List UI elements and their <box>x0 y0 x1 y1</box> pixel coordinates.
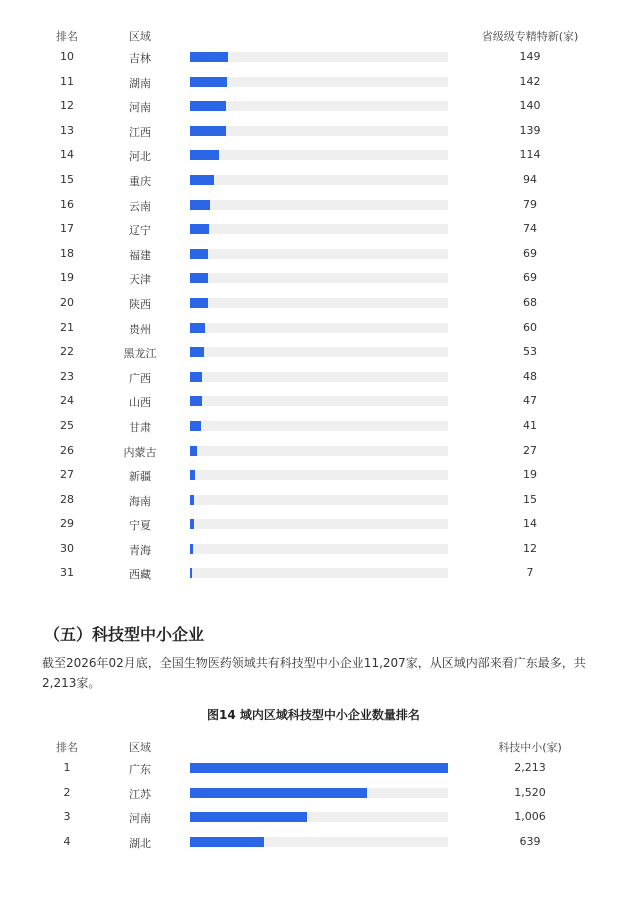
header-region: 区域 <box>129 30 151 43</box>
header-value: 省级级专精特新(家) <box>481 30 579 43</box>
rank-cell: 25 <box>60 418 74 432</box>
bar-fill <box>190 52 228 62</box>
bar-track <box>190 568 448 578</box>
table-row <box>0 44 627 69</box>
value-cell: 1,006 <box>514 810 546 824</box>
rank-cell: 13 <box>60 123 74 137</box>
bar-fill <box>190 224 209 234</box>
region-cell: 河北 <box>129 150 151 164</box>
value-cell: 139 <box>519 123 541 137</box>
region-cell: 河南 <box>129 101 151 115</box>
value-cell: 149 <box>519 50 541 63</box>
region-cell: 吉林 <box>129 52 151 65</box>
bar-track <box>190 421 448 431</box>
bar-fill <box>190 396 202 406</box>
region-cell: 新疆 <box>129 470 151 484</box>
bar-fill <box>190 77 227 87</box>
bar-track <box>190 224 448 234</box>
bar-fill <box>190 101 226 111</box>
value-cell: 7 <box>526 566 534 580</box>
rank-cell: 1 <box>63 761 71 774</box>
table-row <box>0 804 627 829</box>
table-row <box>0 118 627 143</box>
region-cell: 陕西 <box>129 297 151 311</box>
table-row <box>0 388 627 413</box>
value-cell: 12 <box>523 541 537 555</box>
bar-fill <box>190 837 264 847</box>
bar-track <box>190 372 448 382</box>
value-cell: 140 <box>519 99 541 113</box>
value-cell: 53 <box>523 345 537 359</box>
value-cell: 60 <box>523 320 537 334</box>
bar-track <box>190 101 448 111</box>
header-rank: 排名 <box>56 741 78 754</box>
bar-fill <box>190 323 205 333</box>
bar-track <box>190 249 448 259</box>
bar-fill <box>190 273 208 283</box>
region-cell: 山西 <box>129 396 151 410</box>
rank-cell: 21 <box>60 320 74 334</box>
bar-track <box>190 763 448 773</box>
provincial-specialized-ranking-table <box>0 24 627 585</box>
value-cell: 639 <box>519 834 541 848</box>
region-cell: 重庆 <box>129 174 151 188</box>
bar-fill <box>190 788 367 798</box>
bar-track <box>190 347 448 357</box>
bar-fill <box>190 812 307 822</box>
region-cell: 福建 <box>129 248 151 262</box>
region-cell: 贵州 <box>129 322 151 336</box>
value-cell: 47 <box>523 394 537 408</box>
value-cell: 41 <box>523 418 537 432</box>
table-row <box>0 192 627 217</box>
rank-cell: 26 <box>60 443 74 457</box>
table-row <box>0 93 627 118</box>
value-cell: 27 <box>523 443 537 457</box>
bar-track <box>190 273 448 283</box>
bar-fill <box>190 446 197 456</box>
bar-track <box>190 470 448 480</box>
bar-track <box>190 812 448 822</box>
bar-track <box>190 200 448 210</box>
rank-cell: 17 <box>60 222 74 236</box>
bar-fill <box>190 519 194 529</box>
table-row <box>0 829 627 854</box>
table-row <box>0 487 627 512</box>
table-row <box>0 265 627 290</box>
bar-track <box>190 396 448 406</box>
rank-cell: 10 <box>60 50 74 63</box>
section-title: （五）科技型中小企业 <box>44 625 205 644</box>
region-cell: 内蒙古 <box>123 445 157 459</box>
header-rank: 排名 <box>56 30 78 43</box>
region-cell: 河南 <box>129 812 151 826</box>
region-cell: 湖南 <box>129 76 151 90</box>
section-paragraph: 截至2026年02月底，全国生物医药领域共有科技型中小企业11,207家，从区域内部来看广东最多，共2,213家。 <box>42 656 586 690</box>
bar-track <box>190 77 448 87</box>
bar-track <box>190 519 448 529</box>
table-row <box>0 167 627 192</box>
bar-fill <box>190 568 192 578</box>
tech-sme-ranking-table <box>0 735 627 853</box>
region-cell: 甘肃 <box>129 420 151 434</box>
table-row <box>0 511 627 536</box>
region-cell: 黑龙江 <box>123 347 157 361</box>
region-cell: 广东 <box>129 763 151 776</box>
value-cell: 2,213 <box>514 761 546 774</box>
value-cell: 14 <box>523 517 537 531</box>
value-cell: 79 <box>523 197 537 211</box>
bar-fill <box>190 544 193 554</box>
bar-track <box>190 446 448 456</box>
table-body <box>0 44 627 585</box>
region-cell: 青海 <box>129 543 151 557</box>
bar-fill <box>190 175 214 185</box>
rank-cell: 27 <box>60 468 74 482</box>
rank-cell: 12 <box>60 99 74 113</box>
table-header <box>0 735 627 755</box>
table-row <box>0 339 627 364</box>
bar-fill <box>190 347 204 357</box>
table-header <box>0 24 627 44</box>
rank-cell: 4 <box>63 834 71 848</box>
bar-fill <box>190 470 195 480</box>
bar-track <box>190 788 448 798</box>
bar-fill <box>190 200 210 210</box>
bar-track <box>190 175 448 185</box>
rank-cell: 29 <box>60 517 74 531</box>
region-cell: 辽宁 <box>129 224 151 238</box>
value-cell: 74 <box>523 222 537 236</box>
value-cell: 1,520 <box>514 785 546 799</box>
region-cell: 云南 <box>129 199 151 213</box>
value-cell: 94 <box>523 172 537 186</box>
table-row <box>0 216 627 241</box>
region-cell: 西藏 <box>129 568 151 582</box>
bar-fill <box>190 126 226 136</box>
bar-track <box>190 495 448 505</box>
table-row <box>0 438 627 463</box>
rank-cell: 18 <box>60 246 74 260</box>
rank-cell: 2 <box>63 785 71 799</box>
rank-cell: 22 <box>60 345 74 359</box>
bar-track <box>190 150 448 160</box>
rank-cell: 15 <box>60 172 74 186</box>
value-cell: 15 <box>523 492 537 506</box>
value-cell: 19 <box>523 468 537 482</box>
rank-cell: 16 <box>60 197 74 211</box>
bar-fill <box>190 421 201 431</box>
bar-track <box>190 837 448 847</box>
table-body <box>0 755 627 853</box>
table-row <box>0 560 627 585</box>
table-row <box>0 241 627 266</box>
table-row <box>0 364 627 389</box>
bar-fill <box>190 495 194 505</box>
table-row <box>0 315 627 340</box>
rank-cell: 28 <box>60 492 74 506</box>
table-row <box>0 69 627 94</box>
rank-cell: 23 <box>60 369 74 383</box>
bar-fill <box>190 298 208 308</box>
header-region: 区域 <box>129 741 151 754</box>
value-cell: 48 <box>523 369 537 383</box>
rank-cell: 20 <box>60 295 74 309</box>
rank-cell: 3 <box>63 810 71 824</box>
header-value: 科技中小(家) <box>498 741 562 754</box>
table-row <box>0 755 627 780</box>
region-cell: 广西 <box>129 371 151 385</box>
bar-track <box>190 126 448 136</box>
bar-fill <box>190 372 202 382</box>
rank-cell: 19 <box>60 271 74 285</box>
bar-fill <box>190 763 448 773</box>
table-row <box>0 413 627 438</box>
value-cell: 68 <box>523 295 537 309</box>
rank-cell: 14 <box>60 148 74 162</box>
bar-track <box>190 323 448 333</box>
rank-cell: 31 <box>60 566 74 580</box>
rank-cell: 30 <box>60 541 74 555</box>
figure-title: 图14 域内区域科技型中小企业数量排名 <box>207 708 420 722</box>
value-cell: 69 <box>523 246 537 260</box>
table-row <box>0 462 627 487</box>
bar-track <box>190 298 448 308</box>
table-row <box>0 290 627 315</box>
value-cell: 142 <box>519 74 541 88</box>
region-cell: 江苏 <box>129 787 151 801</box>
table-row <box>0 536 627 561</box>
region-cell: 天津 <box>129 273 151 287</box>
rank-cell: 11 <box>60 74 74 88</box>
table-row <box>0 780 627 805</box>
bar-track <box>190 52 448 62</box>
bar-fill <box>190 249 208 259</box>
region-cell: 海南 <box>129 494 151 508</box>
region-cell: 宁夏 <box>129 519 151 533</box>
region-cell: 江西 <box>129 125 151 139</box>
region-cell: 湖北 <box>129 836 151 850</box>
value-cell: 69 <box>523 271 537 285</box>
bar-track <box>190 544 448 554</box>
value-cell: 114 <box>519 148 541 162</box>
rank-cell: 24 <box>60 394 74 408</box>
table-row <box>0 142 627 167</box>
bar-fill <box>190 150 219 160</box>
